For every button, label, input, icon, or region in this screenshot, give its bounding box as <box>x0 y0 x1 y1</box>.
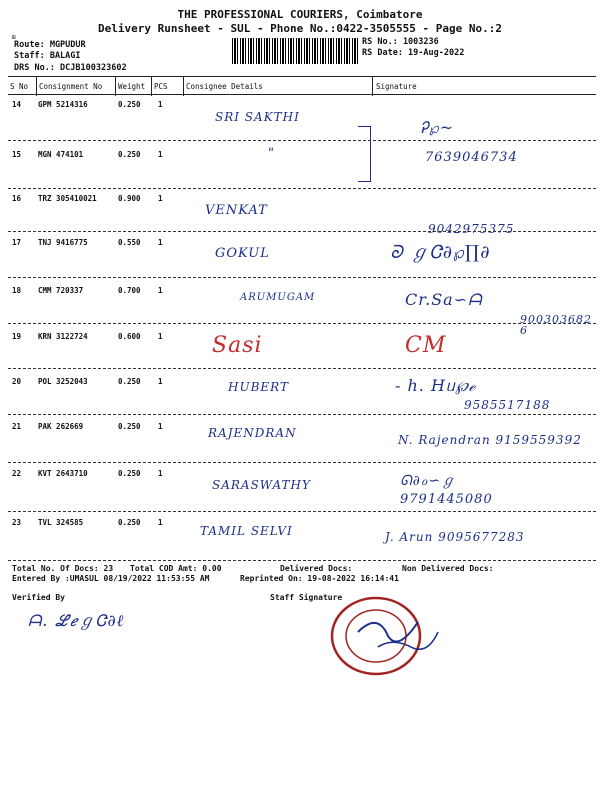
runsheet-title: Delivery Runsheet - SUL - Phone No.:0422-3505555 - Page No.:2 <box>98 22 502 35</box>
row-consignment: TRZ 305410021 <box>38 194 97 203</box>
row-weight: 0.250 <box>118 100 141 109</box>
row-sno: 14 <box>12 100 22 109</box>
row-signature: N. Rajendran 9159559392 <box>398 433 582 447</box>
row-signature: CM <box>405 333 447 358</box>
row-pcs: 1 <box>158 469 163 478</box>
verified-by-label: Verified By <box>12 593 65 602</box>
header-top-line <box>8 76 596 77</box>
row-consignee: SARASWATHY <box>212 478 311 492</box>
row-signature: J. Arun 9095677283 <box>385 530 525 544</box>
delivered-docs: Delivered Docs: <box>280 564 353 573</box>
row-pcs: 1 <box>158 422 163 431</box>
total-docs: Total No. Of Docs: 23 <box>12 564 114 573</box>
row-weight: 0.250 <box>118 377 141 386</box>
row-consignment: KVT 2643710 <box>38 469 88 478</box>
entered-by: Entered By :UMASUL 08/19/2022 11:53:55 AM <box>12 574 210 583</box>
row-sno: 18 <box>12 286 22 295</box>
row-divider <box>8 323 596 324</box>
signature-scribble: - ℎ. Hᥙ℘ℯ <box>395 376 477 395</box>
row-signature: 9791445080 <box>400 492 493 507</box>
col-pcs: PCS <box>154 82 168 91</box>
company-name: THE PROFESSIONAL COURIERS, Coimbatore <box>177 8 423 21</box>
row-weight: 0.250 <box>118 469 141 478</box>
reprinted-on: Reprinted On: 19-08-2022 16:14:41 <box>240 574 399 583</box>
rs-date: RS Date: 19-Aug-2022 <box>362 48 465 58</box>
row-sno: 20 <box>12 377 22 386</box>
header-bottom-line <box>8 94 596 95</box>
row-pcs: 1 <box>158 332 163 341</box>
col-sno: S No <box>10 82 29 91</box>
col-divider <box>36 76 37 96</box>
row-consignment: GPM 5214316 <box>38 100 88 109</box>
row-consignee: RAJENDRAN <box>208 426 297 440</box>
row-consignment: KRN 3122724 <box>38 332 88 341</box>
col-weight: Weight <box>118 82 146 91</box>
route: Route: MGPUDUR <box>14 40 86 50</box>
row-weight: 0.550 <box>118 238 141 247</box>
col-divider <box>183 76 184 96</box>
signature-scribble: ᘏ∂ℴ∽ℊ <box>400 473 457 489</box>
row-divider <box>8 462 596 463</box>
row-sno: 21 <box>12 422 22 431</box>
row-pcs: 1 <box>158 100 163 109</box>
verifier-signature: ᗩ. ℒℯℊᏣ∂ℓ <box>28 611 125 630</box>
row-consignment: PAK 262669 <box>38 422 84 431</box>
row-pcs: 1 <box>158 150 163 159</box>
row-divider <box>8 511 596 512</box>
row-divider <box>8 140 596 141</box>
row-sno: 23 <box>12 518 22 527</box>
row-pcs: 1 <box>158 377 163 386</box>
signature-scribble: Cr.Sa∽ᗩ <box>405 290 483 309</box>
row-consignment: TVL 324585 <box>38 518 84 527</box>
row-pcs: 1 <box>158 238 163 247</box>
col-divider <box>115 76 116 96</box>
total-cod: Total COD Amt: 0.00 <box>130 564 222 573</box>
row-consignment: MGN 474101 <box>38 150 84 159</box>
row-consignee: SRI SAKTHI <box>215 110 300 124</box>
signature-scribble: ᘐ ℊᏣ∂℘∏∂ <box>390 242 491 263</box>
row-weight: 0.250 <box>118 150 141 159</box>
row-consignment: TNJ 9416775 <box>38 238 88 247</box>
row-divider <box>8 368 596 369</box>
row-signature: 9585517188 <box>464 398 551 412</box>
row-signature: 7639046734 <box>425 150 518 165</box>
row-sno: 17 <box>12 238 22 247</box>
staff: Staff: BALAGI <box>14 51 81 61</box>
bracket-mark <box>358 126 371 182</box>
col-divider <box>151 76 152 96</box>
col-consignee: Consignee Details <box>186 82 263 91</box>
row-consignee: " <box>268 146 275 161</box>
row-consignee: VENKAT <box>205 203 268 218</box>
drs-number: DRS No.: DCJB100323602 <box>14 63 127 73</box>
col-divider <box>372 76 373 96</box>
corner-mark: ⊞ <box>12 34 16 41</box>
col-consignment: Consignment No <box>39 82 103 91</box>
signature-scribble: Ꭾ℘~ <box>420 118 455 137</box>
row-signature: 9003036826 <box>520 313 592 337</box>
row-consignee: Sasi <box>212 333 263 358</box>
staff-signature-label: Staff Signature <box>270 593 343 602</box>
row-weight: 0.250 <box>118 518 141 527</box>
row-pcs: 1 <box>158 286 163 295</box>
row-signature: 9042975375 <box>428 222 515 236</box>
barcode <box>232 38 358 64</box>
row-divider <box>8 277 596 278</box>
row-weight: 0.700 <box>118 286 141 295</box>
row-sno: 16 <box>12 194 22 203</box>
office-stamp <box>318 592 448 682</box>
row-consignee: GOKUL <box>215 246 270 261</box>
row-sno: 15 <box>12 150 22 159</box>
row-weight: 0.250 <box>118 422 141 431</box>
row-divider <box>8 414 596 415</box>
row-divider <box>8 188 596 189</box>
row-weight: 0.600 <box>118 332 141 341</box>
row-consignee: ARUMUGAM <box>240 292 316 303</box>
rs-number: RS No.: 1003236 <box>362 37 439 47</box>
row-sno: 19 <box>12 332 22 341</box>
row-consignment: CMM 720337 <box>38 286 84 295</box>
row-divider <box>8 231 596 232</box>
row-weight: 0.900 <box>118 194 141 203</box>
row-pcs: 1 <box>158 194 163 203</box>
row-sno: 22 <box>12 469 22 478</box>
non-delivered-docs: Non Delivered Docs: <box>402 564 494 573</box>
row-divider <box>8 560 596 561</box>
row-pcs: 1 <box>158 518 163 527</box>
col-signature: Signature <box>376 82 417 91</box>
row-consignee: HUBERT <box>228 380 289 394</box>
row-consignment: POL 3252043 <box>38 377 88 386</box>
row-consignee: TAMIL SELVI <box>200 524 293 538</box>
